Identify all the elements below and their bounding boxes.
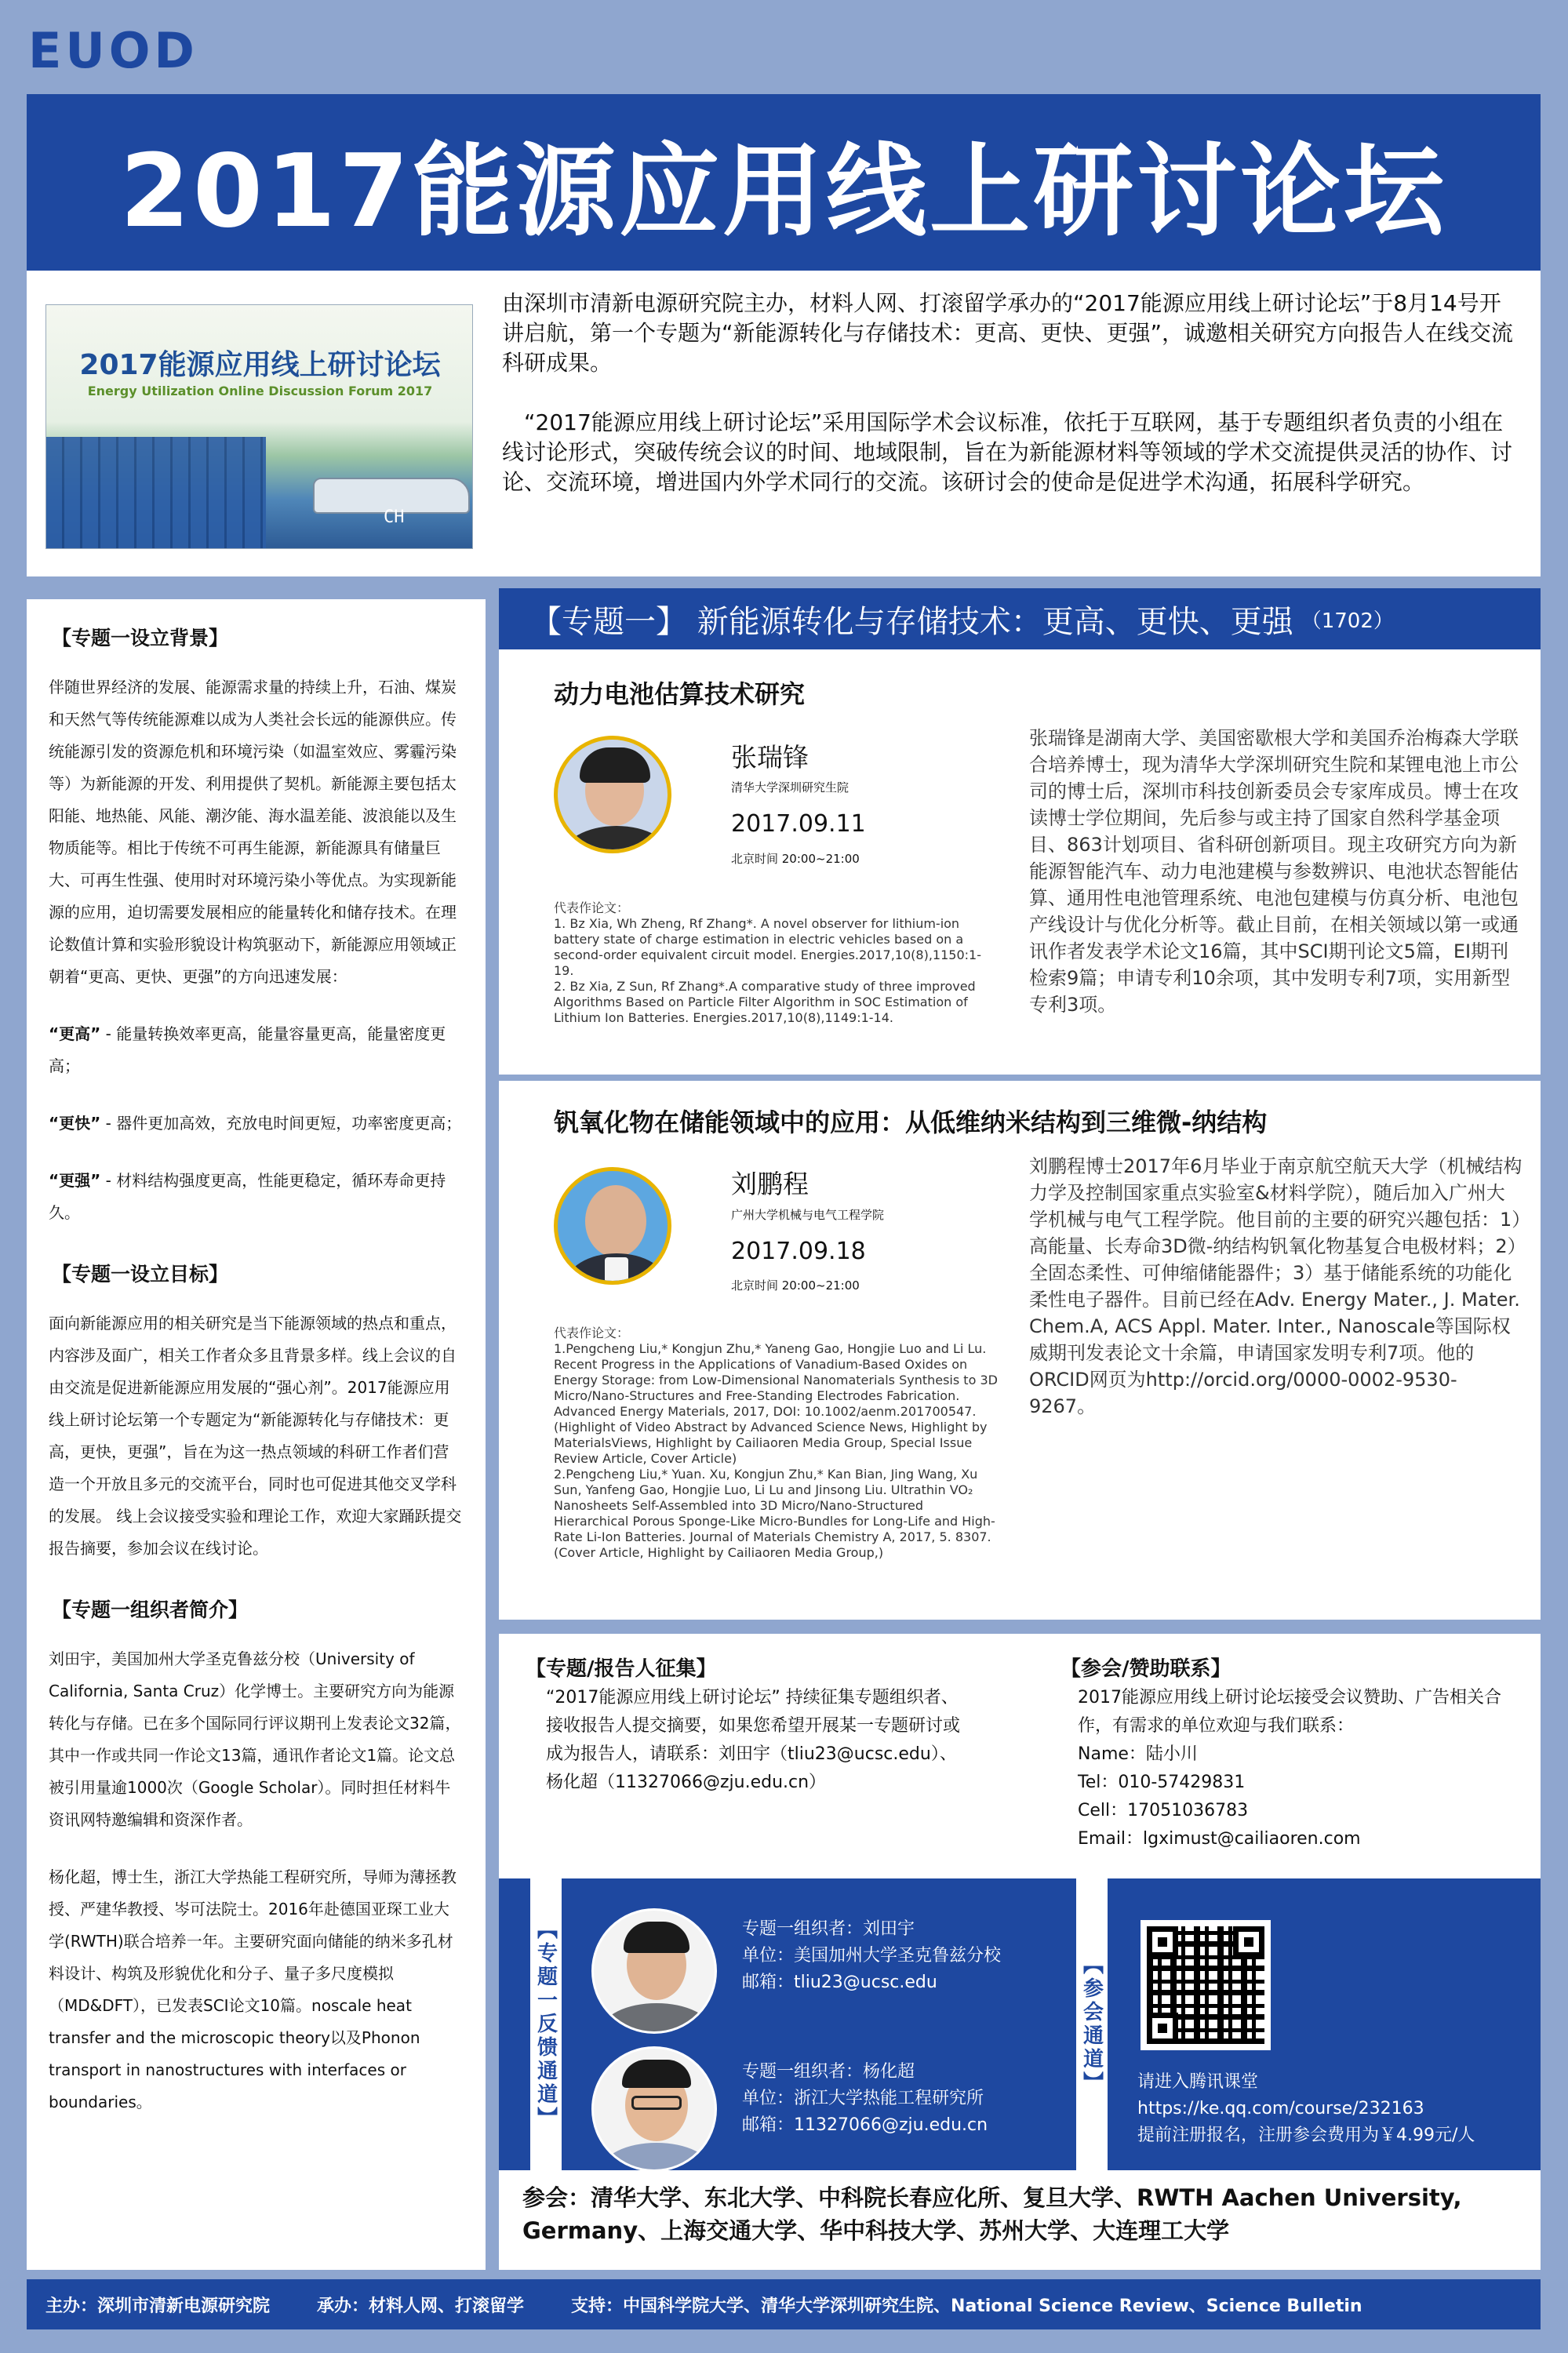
- higher-item: [49, 1018, 464, 1082]
- speaker-1-bio: 张瑞锋是湖南大学、美国密歇根大学和美国乔治梅森大学联合培养博士，现为清华大学深圳研究生院和某锂电池上市公司的博士后，深圳市科技创新委员会专家库成员。博士在攻读博士学位期间，先后参与或主持了国家自然科学基金项目、863计划项目、省科研创新项目。现主攻研究方向为新能源智能汽车、动力电池建模与参数辨识、电池状态智能估算、通用性电池管理系统、电池包建模与仿真分析、电池包产线设计与优化分析等。截止目前，在相关领域以第一或通讯作者发表学术论文16篇，其中SCI期刊论文5篇，EI期刊检索9篇；申请专利10余项，其中发明专利7项，实用新型专利3项。: [1029, 727, 1519, 1016]
- footer-support: 支持：中国科学院大学、清华大学深圳研究生院、National Science Review、Science Bulletin: [571, 2296, 1362, 2316]
- tencent-instruction: 请进入腾讯课堂: [1137, 2072, 1259, 2092]
- organizer-2-role: 专题一组织者：杨化超: [742, 2062, 915, 2082]
- footer-organizer: 承办：材料人网、打滚留学: [317, 2296, 525, 2316]
- sponsor-heading: 【参会/赞助联系】: [1060, 1657, 1231, 1681]
- left-column: [27, 599, 486, 2270]
- speaker-2-avatar: [554, 1167, 671, 1285]
- banner-subtitle: Energy Utilization Online Discussion Forum 2017: [87, 384, 433, 398]
- talk-2-time: 北京时间 20:00~21:00: [731, 1278, 860, 1293]
- sponsor-cell: Cell：17051036783: [1078, 1801, 1249, 1820]
- stronger-value: - 材料结构强度更高，性能更稳定，循环寿命更持久。: [49, 1171, 446, 1222]
- intro-paragraph-2: “2017能源应用线上研讨论坛”采用国际学术会议标准，依托于互联网，基于专题组织者负责的小组在线讨论形式，突破传统会议的时间、地域限制，旨在为新能源材料等领域的学术交流提供灵活的协作、讨论、交流环境，增进国内外学术同行的交流。该研讨会的使命是促进学术沟通，拓展科学研究。: [502, 409, 1513, 495]
- topic-code: （1702）: [1301, 609, 1394, 633]
- talk-2-panel: [499, 1081, 1541, 1620]
- call-body: “2017能源应用线上研讨论坛” 持续征集专题组织者、接收报告人提交摘要，如果您希望开展某一专题研讨或成为报告人，请联系：刘田宇（tliu23@ucsc.edu）、杨化超（11327066@zju.edu.cn）: [546, 1688, 961, 1792]
- sponsor-name: Name：陆小川: [1078, 1744, 1198, 1764]
- banner-ch-label: CH: [384, 507, 405, 527]
- registration-channel-label: 【参会通道】: [1076, 1878, 1108, 2170]
- feedback-panel: [499, 1878, 1541, 2170]
- talk-1-date: 2017.09.11: [731, 810, 866, 838]
- feedback-channel-label: 【专题一反馈通道】: [530, 1878, 562, 2170]
- sponsor-email[interactable]: Email：lgximust@cailiaoren.com: [1078, 1829, 1361, 1849]
- organizer-2-bio: 杨化超，博士生，浙江大学热能工程研究所，导师为薄拯教授、严建华教授、岑可法院士。2016年赴德国亚琛工业大学(RWTH)联合培养一年。主要研究面向储能的纳米多孔材料设计、构筑及形貌优化和分子、量子多尺度模拟（MD&DFT），已发表SCI论文10篇。noscale heat transfer and the microscopic theory以及Phonon transport in nanostructures with interfaces or boundaries。: [49, 1867, 457, 2111]
- sponsor-tel: Tel：010-57429831: [1078, 1773, 1246, 1792]
- tencent-url[interactable]: https://ke.qq.com/course/232163: [1137, 2099, 1424, 2118]
- speaker-2-affiliation: 广州大学机械与电气工程学院: [731, 1208, 885, 1222]
- organizer-2-email[interactable]: 邮箱：11327066@zju.edu.cn: [742, 2115, 988, 2135]
- organizer-1-avatar: [591, 1908, 717, 2034]
- topic-band: [499, 588, 1541, 649]
- organizer-1-role: 专题一组织者：刘田宇: [742, 1919, 915, 1939]
- talk-1-title: 动力电池估算技术研究: [554, 679, 806, 709]
- intro-text: [502, 289, 1522, 527]
- talk-1-time: 北京时间 20:00~21:00: [731, 852, 860, 866]
- higher-value: - 能量转换效率更高，能量容量更高，能量密度更高；: [49, 1024, 446, 1075]
- organizer-1-email[interactable]: 邮箱：tliu23@ucsc.edu: [742, 1973, 937, 1992]
- footer: [27, 2279, 1541, 2329]
- organizer-2-unit: 单位：浙江大学热能工程研究所: [742, 2089, 984, 2108]
- speaker-2-name: 刘鹏程: [731, 1169, 809, 1199]
- speaker-1-avatar: [554, 736, 671, 853]
- talk-1-papers: 代表作论文： 1. Bz Xia, Wh Zheng, Rf Zhang*. A novel observer for lithium-ion battery state of charge estimation in electric vehicles based on a second-order equivalent circuit model. Energies.2017,10(8),1150:1-19. 2. Bz Xia, Z Sun, Rf Zhang*.A comparative study of three improved Algorithms Based on Particle Filter Algorithm in SOC Estimation of Lithium Ion Batteries. Energies.2017,10(8),1149:1-14.: [554, 900, 981, 1025]
- page-title: 2017能源应用线上研讨论坛: [119, 133, 1448, 250]
- stronger-item: [49, 1165, 464, 1229]
- goal-body: 面向新能源应用的相关研究是当下能源领域的热点和重点，内容涉及面广，相关工作者众多且背景多样。线上会议的自由交流是促进新能源应用发展的“强心剂”。2017能源应用线上研讨论坛第一个专题定为“新能源转化与存储技术：更高，更快，更强”，旨在为这一热点领域的科研工作者们营造一个开放且多元的交流平台，同时也可促进其他交叉学科的发展。 线上会议接受实验和理论工作，欢迎大家踊跃提交报告摘要，参加会议在线讨论。: [49, 1314, 462, 1558]
- intro-paragraph-1: 由深圳市清新电源研究院主办，材料人网、打滚留学承办的“2017能源应用线上研讨论坛”于8月14号开讲启航，第一个专题为“新能源转化与存储技术：更高、更快、更强”，诚邀相关研究方向报告人在线交流科研成果。: [502, 290, 1514, 376]
- higher-key: “更高”: [49, 1024, 101, 1043]
- talk-2-date: 2017.09.18: [731, 1238, 866, 1265]
- organizer-heading: 【专题一组织者简介】: [52, 1598, 249, 1621]
- speaker-1-name: 张瑞锋: [731, 742, 809, 773]
- background-body: 伴随世界经济的发展、能源需求量的持续上升，石油、煤炭和天然气等传统能源难以成为人类社会长远的能源供应。传统能源引发的资源危机和环境污染（如温室效应、雾霾污染等）为新能源的开发、利用提供了契机。新能源主要包括太阳能、地热能、风能、潮汐能、海水温差能、波浪能以及生物质能等。相比于传统不可再生能源，新能源具有储量巨大、可再生性强、使用时对环境污染小等优点。为实现新能源的应用，迫切需要发展相应的能量转化和储存技术。在理论数值计算和实验形貌设计构筑驱动下，新能源应用领域正朝着“更高、更快、更强”的方向迅速发展：: [49, 678, 457, 986]
- faster-item: [49, 1107, 464, 1140]
- organizer-1-bio: 刘田宇，美国加州大学圣克鲁兹分校（University of California, Santa Cruz）化学博士。主要研究方向为能源转化与存储。已在多个国际同行评议期刊上发表论文32篇，其中一作或共同一作论文13篇，通讯作者论文1篇。论文总被引用量逾1000次（Google Scholar）。同时担任材料牛资讯网特邀编辑和资深作者。: [49, 1649, 461, 1829]
- background-heading: 【专题一设立背景】: [52, 627, 229, 649]
- solar-panel-graphic: [46, 437, 266, 549]
- stronger-key: “更强”: [49, 1171, 101, 1190]
- registration-fee: 提前注册报名，注册参会费用为￥4.99元/人: [1137, 2126, 1475, 2145]
- topic-label: 【专题一】 新能源转化与存储技术：更高、更快、更强: [530, 603, 1293, 640]
- talk-2-title: 钒氧化物在储能领域中的应用：从低维纳米结构到三维微-纳结构: [554, 1107, 1268, 1137]
- contact-panel: [499, 1634, 1541, 1878]
- faster-key: “更快”: [49, 1114, 101, 1133]
- participants: 参会：清华大学、东北大学、中科院长春应化所、复旦大学、RWTH Aachen University, Germany、上海交通大学、华中科技大学、苏州大学、大连理工大学: [499, 2170, 1541, 2270]
- banner-title: 2017能源应用线上研讨论坛: [79, 349, 441, 381]
- organizer-1-unit: 单位：美国加州大学圣克鲁兹分校: [742, 1946, 1002, 1966]
- organizer-2-avatar: [591, 2046, 717, 2172]
- goal-heading: 【专题一设立目标】: [52, 1263, 229, 1286]
- faster-value: - 器件更加高效，充放电时间更短，功率密度更高；: [100, 1114, 462, 1133]
- brand-logo: EUOD: [28, 22, 198, 79]
- speaker-1-affiliation: 清华大学深圳研究生院: [731, 780, 849, 795]
- speaker-2-bio: 刘鹏程博士2017年6月毕业于南京航空航天大学（机械结构力学及控制国家重点实验室&材料学院），随后加入广州大学机械与电气工程学院。他目前的主要的研究兴趣包括：1）高能量、长寿命3D微-纳结构钒氧化物基复合电极材料；2）全固态柔性、可伸缩储能器件；3）基于储能系统的功能化柔性电子器件。目前已经在Adv. Energy Mater., J. Mater. Chem.A, ACS Appl. Mater. Inter., Nanoscale等国际权威期刊发表论文十余篇，申请国家发明专利7项。他的ORCID网页为http://orcid.org/0000-0002-9530-9267。: [1029, 1155, 1523, 1417]
- qr-code-icon[interactable]: [1141, 1920, 1271, 2050]
- forum-banner-image: [45, 304, 473, 549]
- footer-host: 主办：深圳市清新电源研究院: [45, 2296, 271, 2316]
- qr-code-pattern: [1147, 1926, 1264, 2044]
- sponsor-body: 2017能源应用线上研讨论坛接受会议赞助、广告相关合作，有需求的单位欢迎与我们联系：: [1078, 1688, 1501, 1736]
- talk-1-panel: [499, 649, 1541, 1075]
- talk-2-papers: 代表作论文： 1.Pengcheng Liu,* Kongjun Zhu,* Yaneng Gao, Hongjie Luo and Li Lu. Recent Progress in the Applications of Vanadium-Based Oxides on Energy Storage: from Low-Dimensional Nanomaterials Synthesis to 3D Micro/Nano-Structures and Free-Standing Electrodes Fabrication. Advanced Energy Materials, 2017, DOI: 10.1002/aenm.201700547. (Highlight of Video Abstract by Advanced Science News, Highlight by MaterialsViews, Highlight by Cailiaoren Media Group, Special Issue Review Article, Cover Article) 2.Pengcheng Liu,* Yuan. Xu, Kongjun Zhu,* Kan Bian, Jing Wang, Xu Sun, Yanfeng Gao, Hongjie Luo, Li Lu and Jinsong Liu. Ultrathin VO₂ Nanosheets Self-Assembled into 3D Micro/Nano-Structured Hierarchical Porous Sponge-Like Micro-Bundles for Long-Life and High-Rate Li-Ion Batteries. Journal of Materials Chemistry A, 2017, 5. 8307. (Cover Article, Highlight by Cailiaoren Media Group,): [554, 1326, 998, 1560]
- call-heading: 【专题/报告人征集】: [526, 1657, 717, 1681]
